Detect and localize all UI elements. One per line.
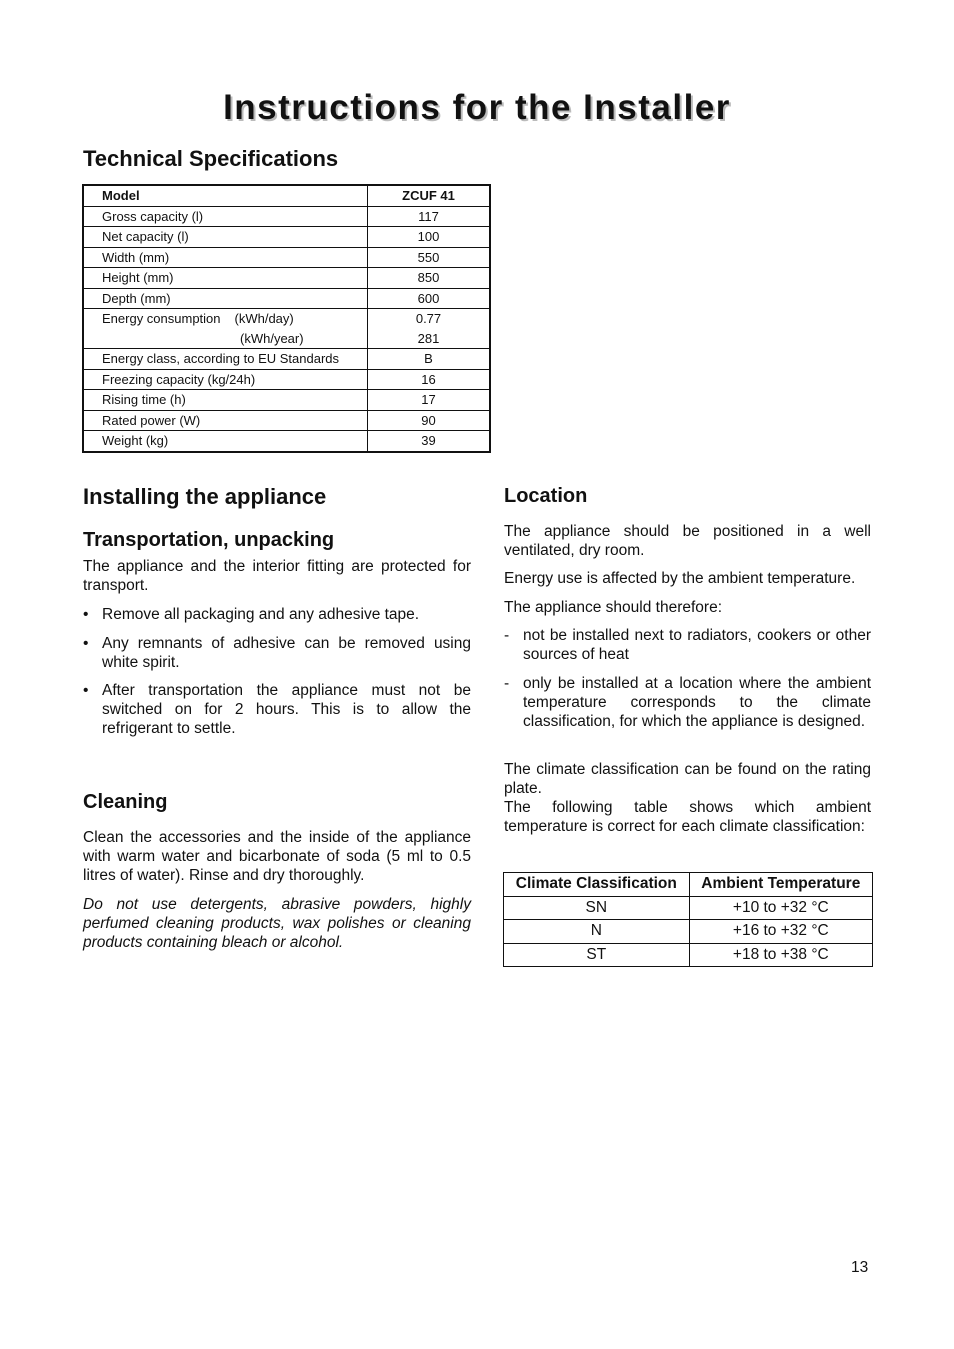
dash-text: only be installed at a location where the ambient temperature corresponds to the climate classification, for which the appliance is designed. xyxy=(523,674,871,730)
table-header-row xyxy=(504,873,873,897)
table-row xyxy=(83,431,490,452)
spec-value: 850 xyxy=(368,268,491,289)
energy-unit-year: (kWh/year) xyxy=(240,330,304,346)
transport-title: Transportation, unpacking xyxy=(83,529,335,551)
spec-value: ZCUF 41 xyxy=(368,185,491,206)
ambient-temp: +16 to +32 °C xyxy=(689,920,872,944)
column-header: Ambient Temperature xyxy=(689,873,872,897)
spec-label: Height (mm) xyxy=(83,268,368,289)
energy-unit-day: (kWh/day) xyxy=(234,311,294,326)
transport-intro: The appliance and the interior fitting are protected for transport. xyxy=(83,558,471,594)
spec-value: 281 xyxy=(368,329,491,349)
table-row xyxy=(83,247,490,268)
ambient-temp: +10 to +32 °C xyxy=(689,896,872,920)
table-row xyxy=(83,185,490,206)
climate-class: ST xyxy=(504,943,690,967)
spec-label: Width (mm) xyxy=(83,247,368,268)
installing-title: Installing the appliance xyxy=(83,484,327,509)
spec-value: 16 xyxy=(368,369,491,390)
table-row xyxy=(83,329,490,349)
table-row xyxy=(504,896,873,920)
spec-label: Net capacity (l) xyxy=(83,227,368,248)
table-row xyxy=(83,227,490,248)
spec-value: 117 xyxy=(368,206,491,227)
spec-value: 550 xyxy=(368,247,491,268)
energy-label: Energy consumption xyxy=(102,311,221,326)
climate-class: N xyxy=(504,920,690,944)
table-row xyxy=(83,206,490,227)
list-item xyxy=(83,634,471,672)
spec-label: Depth (mm) xyxy=(83,288,368,309)
bullet-marker: • xyxy=(83,606,89,623)
bullet-text: After transportation the appliance must not be switched on for 2 hours. This is to allow the refrigerant to settle. xyxy=(102,682,471,737)
list-item xyxy=(504,626,871,664)
table-row xyxy=(83,369,490,390)
ambient-temp: +18 to +38 °C xyxy=(689,943,872,967)
table-row xyxy=(83,410,490,431)
cleaning-title: Cleaning xyxy=(83,791,168,813)
transport-bullet-list xyxy=(83,605,471,748)
spec-label: Model xyxy=(102,188,140,203)
spec-label: Rated power (W) xyxy=(83,410,368,431)
spec-label xyxy=(83,309,368,329)
table-row xyxy=(504,920,873,944)
climate-class: SN xyxy=(504,896,690,920)
spec-value: 600 xyxy=(368,288,491,309)
location-p4: The climate classification can be found on the rating plate. xyxy=(504,761,871,797)
location-p3: The appliance should therefore: xyxy=(504,599,723,616)
bullet-marker: • xyxy=(83,682,89,699)
spec-value: 90 xyxy=(368,410,491,431)
list-item xyxy=(83,605,471,624)
column-header: Climate Classification xyxy=(504,873,690,897)
spec-label: Energy class, according to EU Standards xyxy=(83,349,368,370)
spec-value: 39 xyxy=(368,431,491,452)
table-row xyxy=(83,288,490,309)
location-dash-list xyxy=(504,626,871,740)
dash-marker: - xyxy=(504,674,510,692)
location-title: Location xyxy=(504,485,588,507)
dash-marker: - xyxy=(504,627,510,644)
page-number: 13 xyxy=(851,1259,869,1276)
spec-label: Rising time (h) xyxy=(83,390,368,411)
cleaning-warning: Do not use detergents, abrasive powders, highly perfumed cleaning products, wax polishes or cleaning products containing bleach or alcohol. xyxy=(83,896,471,951)
list-item xyxy=(504,674,871,731)
page-title: Instructions for the Installer xyxy=(223,88,731,127)
location-p5: The following table shows which ambient temperature is correct for each climate classification: xyxy=(504,799,871,835)
bullet-marker: • xyxy=(83,634,89,652)
cleaning-text: Clean the accessories and the inside of the appliance with warm water and bicarbonate of soda (5 ml to 0.5 litres of water). Rinse and dry thoroughly. xyxy=(83,829,471,884)
spec-label: Weight (kg) xyxy=(83,431,368,452)
spec-label: Gross capacity (l) xyxy=(83,206,368,227)
spec-label: Freezing capacity (kg/24h) xyxy=(83,369,368,390)
location-p1: The appliance should be positioned in a well ventilated, dry room. xyxy=(504,523,871,559)
spec-value: 100 xyxy=(368,227,491,248)
bullet-text: Remove all packaging and any adhesive tape. xyxy=(102,606,420,623)
spec-value: 17 xyxy=(368,390,491,411)
climate-table xyxy=(503,872,873,967)
table-row xyxy=(83,349,490,370)
bullet-text: Any remnants of adhesive can be removed using white spirit. xyxy=(102,634,471,671)
tech-specs-table xyxy=(82,184,491,453)
spec-value: 0.77 xyxy=(368,309,491,329)
location-p2: Energy use is affected by the ambient temperature. xyxy=(504,570,856,587)
dash-text: not be installed next to radiators, cookers or other sources of heat xyxy=(523,627,871,663)
table-row xyxy=(83,268,490,289)
tech-specs-title: Technical Specifications xyxy=(83,146,339,171)
table-row xyxy=(83,309,490,329)
spec-value: B xyxy=(368,349,491,370)
table-row xyxy=(504,943,873,967)
table-row xyxy=(83,390,490,411)
list-item xyxy=(83,681,471,738)
